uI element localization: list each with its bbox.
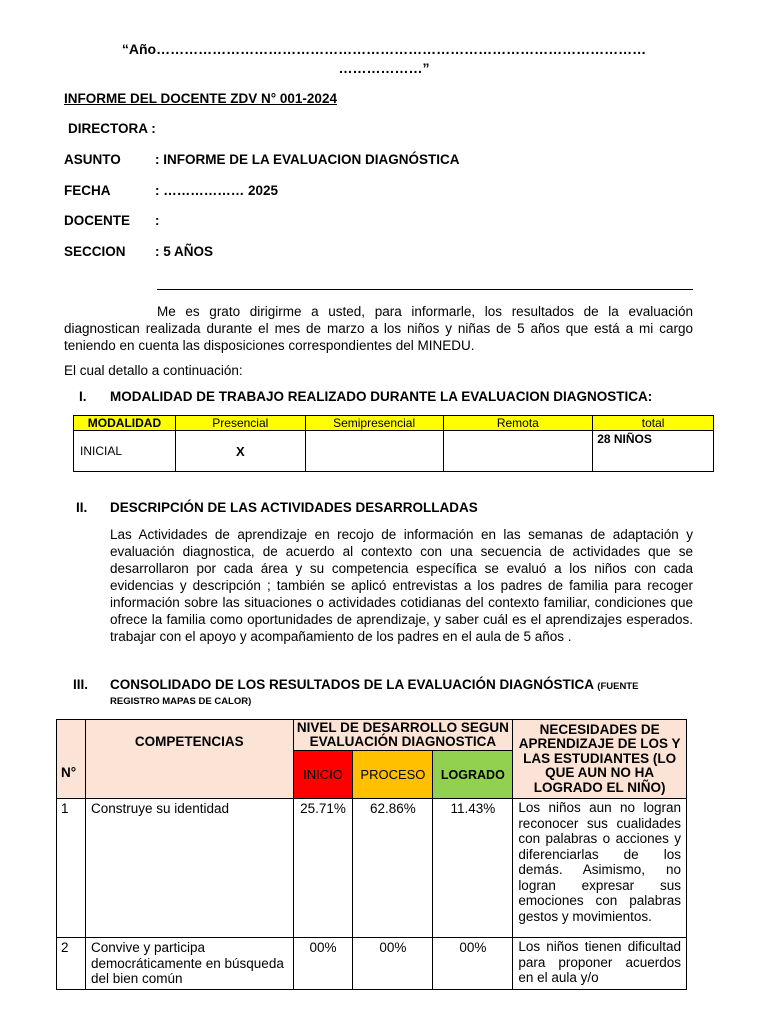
intro-paragraph: Me es grato dirigirme a usted, para informarle, los resultados de la evaluación diagnostican realizada durante el mes de marzo a los niños y niñas de 5 años que está a mi cargo teniendo en cuenta las disposiciones correspondientes del MINEDU. — [64, 304, 693, 353]
remota-header: Remota — [443, 416, 593, 431]
total-header: total — [593, 416, 714, 431]
field-seccion-label: SECCION — [64, 244, 126, 259]
section1-title: MODALIDAD DE TRABAJO REALIZADO DURANTE LA EVALUACION DIAGNOSTICA: — [110, 389, 653, 404]
modalidad-value: INICIAL — [74, 431, 176, 472]
activities-paragraph: Las Actividades de aprendizaje en recojo de información en las semanas de adaptación y evaluación diagnostica, de acuerdo al contexto con una secuencia de actividades que se desarrollaron por cada área y su competencia específica se evaluó a los niños con cada evidencias y descripción ; también se aplicó entrevistas a los padres de familia para recoger información sobre las situaciones o actividades cotidianas del contexto familiar, condiciones que ofrece la familia como oportunidades de aprendizaje, y saber cuál es el aprendizajes esperados. trabajar con el apoyo y acompañamiento de los padres en el aula de 5 años . — [110, 527, 693, 644]
proceso-value: 62.86% — [353, 799, 433, 938]
competencias-header: COMPETENCIAS — [85, 720, 293, 799]
num-header: N° — [57, 720, 86, 799]
proceso-header: PROCESO — [353, 751, 433, 799]
inicio-value: 00% — [293, 938, 353, 990]
necesidades-header: NECESIDADES DE APRENDIZAJE DE LOS Y LAS ESTUDIANTES (LO QUE AUN NO HA LOGRADO EL NIÑO) — [513, 720, 687, 799]
year-title-line-2: ………………” — [338, 60, 430, 76]
necesidad-cell: Los niños tienen dificultad para proponer acuerdos en el aula y/o — [513, 938, 687, 990]
table-row — [57, 799, 687, 938]
field-fecha-value: : ……………… 2025 — [155, 183, 279, 198]
section2-number: II. — [76, 500, 88, 515]
section2-title: DESCRIPCIÓN DE LAS ACTIVIDADES DESARROLLADAS — [110, 500, 478, 515]
field-fecha-label: FECHA — [64, 183, 111, 198]
presencial-mark: X — [175, 431, 305, 472]
field-directora-label: DIRECTORA : — [68, 121, 156, 136]
presencial-header: Presencial — [175, 416, 305, 431]
section3-number: III. — [73, 677, 89, 692]
section3-title — [110, 677, 638, 692]
nivel-header: NIVEL DE DESARROLLO SEGUN EVALUACIÓN DIAGNOSTICA — [293, 720, 513, 751]
logrado-value: 11.43% — [433, 799, 513, 938]
logrado-value: 00% — [433, 938, 513, 990]
row-number: 1 — [57, 799, 86, 938]
row-number: 2 — [57, 938, 86, 990]
field-asunto-label: ASUNTO — [64, 152, 121, 167]
signature-divider — [157, 289, 693, 290]
table-row — [57, 938, 687, 990]
report-title: INFORME DEL DOCENTE ZDV N° 001-2024 — [64, 91, 337, 106]
modalidad-table — [73, 415, 714, 472]
semipresencial-header: Semipresencial — [305, 416, 443, 431]
field-seccion-value: : 5 AÑOS — [155, 244, 214, 259]
section3-title-text: CONSOLIDADO DE LOS RESULTADOS DE LA EVALUACIÓN DIAGNÓSTICA — [110, 677, 594, 692]
section3-title-source: (FUENTE — [597, 681, 639, 692]
field-docente-label: DOCENTE — [64, 213, 131, 228]
results-table — [56, 719, 687, 990]
semipresencial-value — [305, 431, 443, 472]
competencia-cell: Construye su identidad — [85, 799, 293, 938]
necesidad-cell: Los niños aun no logran reconocer sus cualidades con palabras o acciones y diferenciarlas de los demás. Asimismo, no logran expresar sus emociones con palabras gestos y movimientos. — [513, 799, 687, 938]
field-asunto-value: : INFORME DE LA EVALUACION DIAGNÓSTICA — [155, 152, 460, 167]
inicio-value: 25.71% — [293, 799, 353, 938]
section1-number: I. — [79, 389, 87, 404]
total-value: 28 NIÑOS — [593, 431, 714, 472]
competencia-cell: Convive y participa democráticamente en búsqueda del bien común — [85, 938, 293, 990]
inicio-header: INICIO — [293, 751, 353, 799]
year-title-line-1: “Año…………………………………………………………………………………………… — [121, 41, 647, 57]
detail-line: El cual detallo a continuación: — [64, 363, 243, 378]
remota-value — [443, 431, 593, 472]
modalidad-header: MODALIDAD — [74, 416, 176, 431]
field-docente-value: : — [155, 213, 160, 228]
proceso-value: 00% — [353, 938, 433, 990]
logrado-header: LOGRADO — [433, 751, 513, 799]
section3-subtitle: REGISTRO MAPAS DE CALOR) — [110, 696, 252, 707]
